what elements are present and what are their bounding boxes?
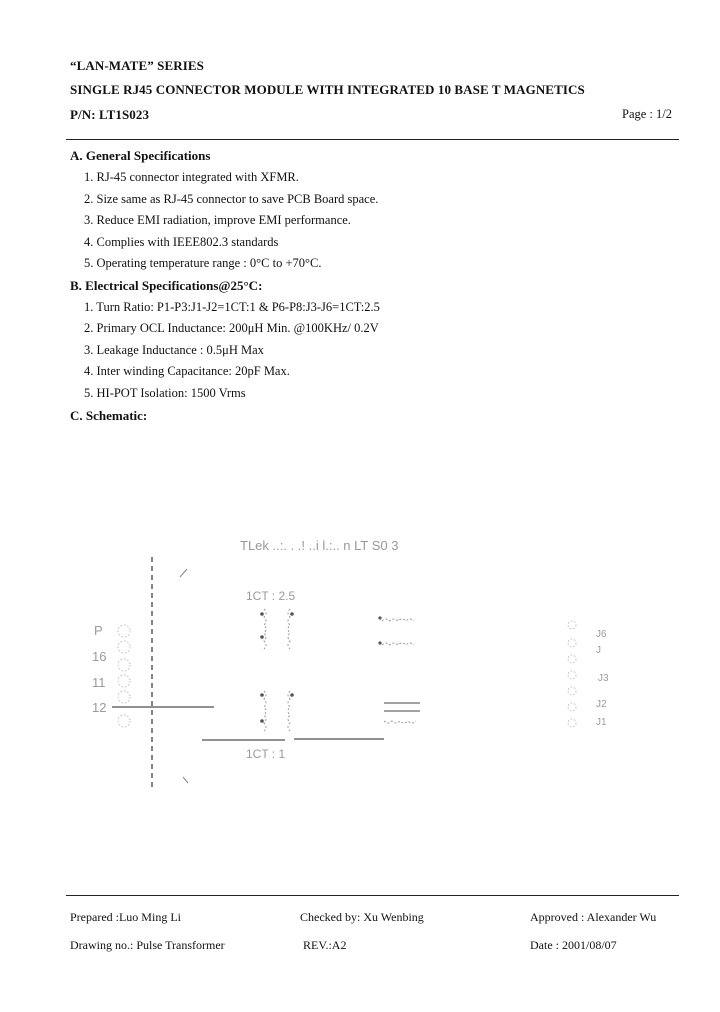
date: Date : 2001/08/07 [530, 938, 617, 952]
choke-upper [382, 619, 414, 645]
part-number: P/N: LT1S023 [70, 107, 150, 122]
tick-mark [183, 777, 188, 783]
choke-lower [384, 703, 420, 723]
right-pin-label: J1 [596, 717, 607, 728]
left-pin-label: 11 [92, 675, 106, 690]
polarity-dot [378, 641, 381, 644]
section-c-heading: C. Schematic: [70, 408, 148, 423]
polarity-dot [378, 616, 381, 619]
spec-b-item: 4. Inter winding Capacitance: 20pF Max. [84, 364, 290, 378]
left-pin-label: 16 [92, 649, 107, 664]
left-pin-label: P [94, 623, 103, 638]
series-title: “LAN-MATE” SERIES [70, 58, 205, 73]
polarity-dot [290, 693, 294, 697]
section-b-heading: B. Electrical Specifications@25°C: [70, 278, 263, 293]
spec-a-item: 3. Reduce EMI radiation, improve EMI performance. [84, 213, 351, 227]
section-a-heading: A. General Specifications [70, 148, 211, 163]
spec-b-item: 2. Primary OCL Inductance: 200μH Min. @100KHz/ 0.2V [84, 321, 379, 335]
drawing-number: Drawing no.: Pulse Transformer [70, 938, 225, 952]
spec-a-item: 1. RJ-45 connector integrated with XFMR. [84, 170, 299, 184]
right-pin-label: J3 [598, 673, 609, 684]
page-number: Page : 1/2 [622, 107, 672, 121]
polarity-dot [290, 612, 294, 616]
document-title: SINGLE RJ45 CONNECTOR MODULE WITH INTEGRATED 10 BASE T MAGNETICS [70, 82, 585, 97]
spec-b-item: 5. HI-POT Isolation: 1500 Vrms [84, 386, 246, 400]
header-divider [66, 139, 679, 140]
right-pads [568, 621, 576, 727]
right-pin-label: J [596, 645, 601, 656]
right-pin-label: J6 [596, 629, 607, 640]
footer-divider [66, 895, 679, 896]
left-pin-label: 12 [92, 700, 107, 715]
spec-b-item: 1. Turn Ratio: P1-P3:J1-J2=1CT:1 & P6-P8:J3-J6=1CT:2.5 [84, 300, 380, 314]
ratio-label-bottom: 1CT : 1 [246, 747, 286, 761]
checked-by: Checked by: Xu Wenbing [300, 910, 424, 924]
prepared-by: Prepared :Luo Ming Li [70, 910, 181, 924]
polarity-dot [260, 693, 264, 697]
ratio-label-top: 1CT : 2.5 [246, 589, 296, 603]
transformer-upper [264, 609, 290, 649]
polarity-dot [260, 635, 264, 639]
transformer-lower [264, 691, 290, 731]
approved-by: Approved : Alexander Wu [530, 910, 657, 924]
schematic-diagram [80, 525, 640, 795]
left-pads [118, 625, 130, 727]
schematic-title: TLek ..:. . .! ..i l.:.. n LT S0 3 [240, 538, 399, 553]
spec-a-item: 5. Operating temperature range : 0°C to +70°C. [84, 256, 322, 270]
revision: REV.:A2 [303, 938, 347, 952]
tick-mark [180, 569, 187, 577]
polarity-dot [260, 612, 264, 616]
polarity-dot [260, 719, 264, 723]
right-pin-label: J2 [596, 699, 607, 710]
spec-a-item: 4. Complies with IEEE802.3 standards [84, 235, 279, 249]
spec-b-item: 3. Leakage Inductance : 0.5μH Max [84, 343, 264, 357]
spec-a-item: 2. Size same as RJ-45 connector to save PCB Board space. [84, 192, 379, 206]
